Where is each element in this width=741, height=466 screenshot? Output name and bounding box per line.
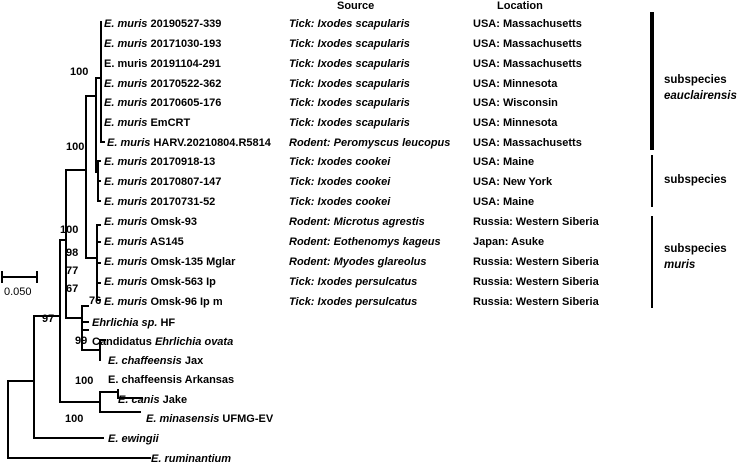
taxon-chaffeensis-arkansas: E. chaffeensis Arkansas [108, 374, 235, 386]
group-label-eauclairensis: subspecies eauclairensis [664, 74, 737, 102]
location-cell: Russia: Western Siberia [473, 256, 599, 268]
taxon-name: E. muris 20171030-193 [104, 38, 222, 50]
taxon-name: E. muris 20170605-176 [104, 97, 222, 109]
location-cell: USA: Maine [473, 156, 535, 168]
location-cell: Russia: Western Siberia [473, 276, 599, 288]
bootstrap-label: 100 [65, 413, 84, 425]
source-cell: Rodent: Eothenomys kageus [289, 236, 441, 248]
taxon-ruminantium: E. ruminantium [151, 453, 232, 465]
taxon-minasensis: E. minasensis UFMG-EV [146, 413, 274, 425]
taxon-row [0, 37, 741, 55]
source-cell: Tick: Ixodes scapularis [289, 38, 410, 50]
taxon-ovata: Candidatus Ehrlichia ovata [92, 336, 234, 348]
location-cell: USA: Maine [473, 196, 535, 208]
bootstrap-label: 76 [89, 295, 102, 307]
taxon-name: E. muris HARV.20210804.R5814 [107, 137, 271, 149]
taxon-name: E. muris AS145 [104, 236, 184, 248]
location-cell: USA: Minnesota [473, 117, 558, 129]
location-cell: Japan: Asuke [473, 236, 545, 248]
location-cell: Russia: Western Siberia [473, 216, 599, 228]
taxon-name: E. muris Omsk-135 Mglar [104, 256, 236, 268]
bootstrap-label: 100 [66, 141, 85, 153]
taxon-name: E. muris 20170522-362 [104, 78, 222, 90]
taxon-name: E. muris 20170731-52 [104, 196, 216, 208]
source-cell: Tick: Ixodes scapularis [289, 58, 410, 70]
source-cell: Rodent: Myodes glareolus [289, 256, 427, 268]
source-cell: Tick: Ixodes scapularis [289, 97, 410, 109]
location-cell: USA: Wisconsin [473, 97, 558, 109]
location-cell: USA: Massachusetts [473, 18, 582, 30]
taxon-row [0, 235, 741, 253]
location-cell: Russia: Western Siberia [473, 296, 599, 308]
taxon-row [0, 215, 741, 233]
source-cell: Tick: Ixodes cookei [289, 176, 391, 188]
taxon-row [0, 57, 741, 75]
taxon-row [0, 155, 741, 173]
taxon-name: E. muris 20170918-13 [104, 156, 216, 168]
taxon-row [0, 255, 741, 273]
taxon-name: E. muris 20170807-147 [104, 176, 222, 188]
source-cell: Tick: Ixodes scapularis [289, 117, 410, 129]
bootstrap-label: 100 [70, 66, 89, 78]
location-cell: USA: Massachusetts [473, 58, 582, 70]
bootstrap-label: 99 [75, 335, 88, 347]
bootstrap-label: 77 [66, 265, 79, 277]
taxon-canis: E. canis Jake [118, 394, 188, 406]
taxon-row [0, 175, 741, 193]
source-cell: Tick: Ixodes cookei [289, 196, 391, 208]
location-cell: USA: Massachusetts [473, 137, 582, 149]
location-cell: USA: Minnesota [473, 78, 558, 90]
taxon-row [0, 195, 741, 213]
taxon-row [0, 17, 741, 35]
scale-bar-label: 0.050 [4, 286, 32, 298]
taxon-row [0, 116, 741, 134]
source-cell: Rodent: Peromyscus leucopus [289, 137, 451, 149]
location-cell: USA: Massachusetts [473, 38, 582, 50]
source-header: Source [337, 0, 375, 12]
source-cell: Rodent: Microtus agrestis [289, 216, 425, 228]
source-cell: Tick: Ixodes cookei [289, 156, 391, 168]
group-label-2: subspecies [664, 174, 727, 186]
taxon-name: E. muris 20191104-291 [104, 58, 221, 70]
taxon-chaffeensis-jax: E. chaffeensis Jax [108, 355, 204, 367]
taxon-name: E. muris Omsk-563 Ip [104, 276, 216, 288]
bootstrap-label: 100 [60, 224, 79, 236]
taxon-row [0, 295, 741, 313]
bootstrap-label: 98 [66, 247, 79, 259]
taxon-row [0, 96, 741, 114]
source-cell: Tick: Ixodes persulcatus [289, 276, 418, 288]
taxon-name: E. muris 20190527-339 [104, 18, 222, 30]
taxon-name: E. muris EmCRT [104, 117, 191, 129]
location-header: Location [497, 0, 543, 12]
taxon-ewingii: E. ewingii [108, 433, 159, 445]
source-cell: Tick: Ixodes persulcatus [289, 296, 418, 308]
bootstrap-label: 100 [75, 375, 94, 387]
bootstrap-label: 67 [66, 283, 79, 295]
taxon-row [0, 275, 741, 293]
bootstrap-label: 97 [42, 313, 55, 325]
taxon-name: E. muris Omsk-96 Ip m [104, 296, 223, 308]
taxon-name: E. muris Omsk-93 [104, 216, 197, 228]
taxon-row [0, 77, 741, 95]
source-cell: Tick: Ixodes scapularis [289, 78, 410, 90]
taxon-hf: Ehrlichia sp. HF [92, 317, 176, 329]
location-cell: USA: New York [473, 176, 553, 188]
group-label-muris: subspecies muris [664, 243, 727, 271]
source-cell: Tick: Ixodes scapularis [289, 18, 410, 30]
taxon-row [0, 136, 741, 154]
